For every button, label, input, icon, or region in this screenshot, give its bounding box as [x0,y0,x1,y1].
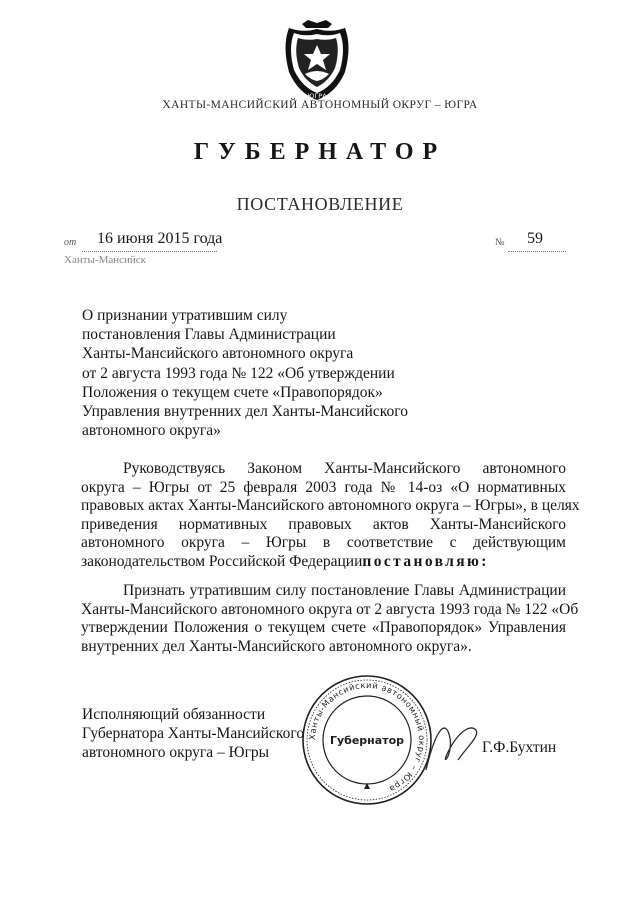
governor-heading: ГУБЕРНАТОР [193,139,447,165]
emblem-label: ЮГРА [307,92,327,100]
paragraph-line: автономного округа – Югры в соответствие с действующим [81,534,566,551]
coat-of-arms-emblem [272,18,362,106]
city-name: Ханты-Мансийск [64,254,147,266]
official-seal [300,673,434,807]
date-underline [82,251,217,252]
paragraph-line: Руководствуясь Законом Ханты-Мансийского автономного [123,460,566,477]
subject-line: О признании утратившим силу [82,307,288,324]
preamble-paragraph [81,460,580,571]
seal-ring-text: Ханты-Мансийский автономный округ – Югра [306,679,428,795]
subject-line: Ханты-Мансийского автономного округа [82,345,354,363]
resolution-paragraph [81,582,579,656]
signer-title [82,705,304,762]
paragraph-line: внутренних дел Ханты-Мансийского автономного округа». [81,637,472,655]
signer-line: Губернатора Ханты-Мансийского [82,725,305,742]
signer-line: Исполняющий обязанности [82,706,266,723]
number-underline [508,251,566,252]
document-subject [82,306,442,440]
resolution-keyword: постановляю: [362,552,489,570]
document-date: 16 июня 2015 года [97,230,223,247]
paragraph-line: Ханты-Мансийского автономного округа от 2 августа 1993 года № 122 «Об [81,600,579,618]
document-type: ПОСТАНОВЛЕНИЕ [236,194,404,214]
subject-line: от 2 августа 1993 года № 122 «Об утверждении [82,364,395,382]
paragraph-text: законодательством Российской Федерации [81,552,363,570]
subject-line: постановления Главы Администрации [82,326,336,344]
seal-center-text: Губернатор [329,734,405,747]
date-prefix: от [64,237,77,248]
region-title: ХАНТЫ-МАНСИЙСКИЙ АВТОНОМНЫЙ ОКРУГ – ЮГРА [162,99,478,111]
paragraph-line: Признать утратившим силу постановление Главы Администрации [123,582,566,599]
subject-line: автономного округа» [82,422,221,440]
signer-line: автономного округа – Югры [82,744,270,761]
signer-name: Г.Ф.Бухтин [482,739,557,756]
paragraph-line: утверждении Положения о текущем счете «Правопорядок» Управления [81,619,566,636]
number-prefix: № [495,237,505,248]
paragraph-line: приведения нормативных правовых актов Ханты-Мансийского [81,515,566,533]
paragraph-line [81,553,566,572]
paragraph-line: округа – Югры от 25 февраля 2003 года № 14-оз «О нормативных [81,478,566,496]
document-number: 59 [527,230,543,247]
subject-line: Положения о текущем счете «Правопорядок» [82,383,383,401]
handwritten-signature [418,708,488,788]
subject-line: Управления внутренних дел Ханты-Мансийского [82,403,408,421]
paragraph-line: правовых актах Ханты-Мансийского автономного округа – Югры», в целях [81,497,580,514]
